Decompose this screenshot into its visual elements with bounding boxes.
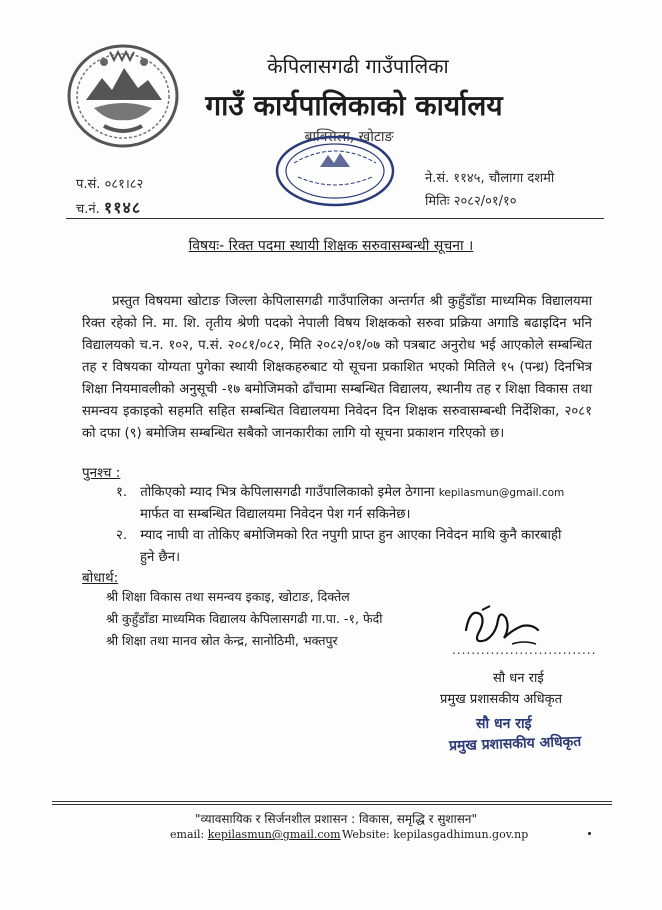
signatory-stamp-name: सौ धन राई <box>476 716 532 732</box>
cc-heading: बोधार्थ: <box>82 570 119 586</box>
nepal-sambat-date: ने.सं. ११४५, चौलागा दशमी <box>425 171 555 186</box>
signatory-stamp-title: प्रमुख प्रशासकीय अधिकृत <box>448 733 582 755</box>
subject-line <box>0 236 662 255</box>
signatory-title: प्रमुख प्रशासकीय अधिकृत <box>440 692 563 707</box>
footer-email <box>170 828 341 841</box>
item-text-continued: हुने छैन। <box>140 550 181 565</box>
reference-cn <box>76 196 141 218</box>
footer-slogan: "व्यावसायिक र सिर्जनशील प्रशासन : विकास, समृद्धि र सुशासन" <box>195 812 477 826</box>
reference-ps <box>76 174 143 192</box>
cc-item: श्री शिक्षा विकास तथा समन्वय इकाइ, खोटाङ, दिक्तेल <box>106 589 350 604</box>
ps-value: ०८१।८२ <box>104 177 144 192</box>
item-text: तोकिएको म्याद भित्र केपिलासगढी गाउँपालिकाको इमेल ठेगाना <box>140 485 435 500</box>
postscript-item <box>116 525 596 569</box>
item-number: १. <box>116 485 128 500</box>
postscript-heading: पुनश्च : <box>82 465 121 481</box>
subject-text: विषयः- रिक्त पदमा स्थायी शिक्षक सरुवासम्बन्धी सूचना । <box>188 238 474 254</box>
scan-speck <box>588 832 591 835</box>
signatory-name: सौ धन राई <box>493 671 544 686</box>
letter-date <box>425 191 517 209</box>
footer-divider <box>52 801 612 802</box>
org-name-line1: केपिलासगढी गाउँपालिका <box>267 54 449 78</box>
item-text-continued: मार्फत वा सम्बन्धित विद्यालयमा निवेदन पेश गर्न सकिनेछ। <box>140 507 411 522</box>
footer-divider <box>52 804 612 805</box>
ps-label: प.सं. <box>76 177 101 192</box>
body-paragraph: प्रस्तुत विषयमा खोटाङ जिल्ला केपिलासगढी गाउँपालिका अन्तर्गत श्री कुहुँडाँडा माध्यमिक विद्यालयमा रिक्त रहेको नि. मा. शि. तृतीय श्रेणी पदको नेपाली विषय शिक्षकको सरुवा प्रक्रिया अगाडि बढाइदिन भनि विद्यालयको च.न. १०२, प.सं. २०८१/०८२, मिति २०८२/०१/०७ को पत्रबाट अनुरोध भई आएकोले सम्बन्धित तह र विषयका योग्यता पुगेका स्थायी शिक्षकहरुबाट यो सूचना प्रकाशित भएको मितिले १५ (पन्ध्र) दिनभित्र शिक्षा नियमावलीको अनुसूची -१७ बमोजिमको ढाँचामा सम्बन्धित विद्यालय, स्थानीय तह र शिक्षा विकास तथा समन्वय इकाइको सहमति सहित सम्बन्धित विद्यालयमा निवेदन दिन शिक्षक सरुवासम्बन्धी निर्देशिका, २०८१ को दफा (९) बमोजिम सम्बन्धित सबैको जानकारीका लागि यो सूचना प्रकाशन गरिएको छ। <box>82 294 592 441</box>
cn-value: ११४८ <box>103 198 142 217</box>
email-label: email: <box>170 828 205 841</box>
cn-label: च.नं. <box>76 202 100 217</box>
email-address: kepilasmun@gmail.com <box>438 487 565 499</box>
cc-item: श्री शिक्षा तथा मानव स्रोत केन्द्र, सानोठिमी, भक्तपुर <box>106 633 338 648</box>
org-address: बाक्सिला, खोटाङ <box>304 129 394 145</box>
website-label: Website: <box>342 828 390 841</box>
date-label: मितिः <box>425 194 450 209</box>
org-office-title: गाउँ कार्यपालिकाको कार्यालय <box>205 89 503 122</box>
footer-website <box>342 828 528 841</box>
signature-line: .............................. <box>452 643 597 657</box>
email-link[interactable]: kepilasmun@gmail.com <box>207 828 341 841</box>
postscript-item <box>116 482 596 526</box>
item-text: म्याद नाघी वा तोकिए बमोजिमको रित नपुगी प्राप्त हुन आएका निवेदन माथि कुनै कारबाही <box>140 528 562 543</box>
item-number: २. <box>116 528 128 543</box>
date-value: २०८२/०१/१० <box>453 194 517 209</box>
header-divider <box>66 218 604 219</box>
cc-item: श्री कुहुँडाँडा माध्यमिक विद्यालय केपिलासगढी गा.पा. -१, फेदी <box>106 611 383 626</box>
website-link[interactable]: kepilasgadhimun.gov.np <box>393 828 529 841</box>
office-seal-icon <box>272 133 398 209</box>
